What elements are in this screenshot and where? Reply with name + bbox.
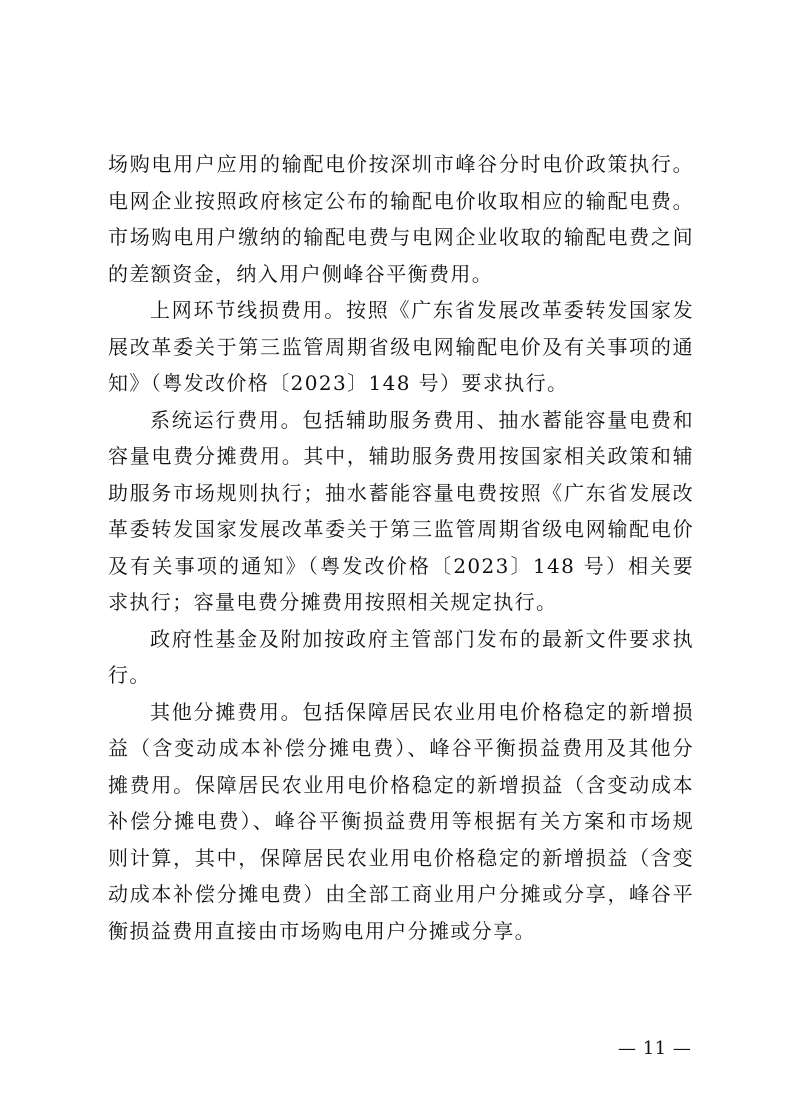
paragraph-government-fund: 政府性基金及附加按政府主管部门发布的最新文件要求执行。 <box>108 626 694 687</box>
paragraph-system-operation-fee: 系统运行费用。包括辅助服务费用、抽水蓄能容量电费和容量电费分摊费用。其中，辅助服务费用按国家相关政策和辅助服务市场规则执行；抽水蓄能容量电费按照《广东省发展改革委转发国家发展改革委关于第三监管周期省级电网输配电价及有关事项的通知》（粤发改价格〔2023〕148 号）相关要求执行；容量电费分摊费用按照相关规定执行。 <box>108 407 694 614</box>
paragraph-continuation: 场购电用户应用的输配电价按深圳市峰谷分时电价政策执行。电网企业按照政府核定公布的输配电价收取相应的输配电费。市场购电用户缴纳的输配电费与电网企业收取的输配电费之间的差额资金，纳入用户侧峰谷平衡费用。 <box>108 152 694 286</box>
paragraph-other-allocation-fee: 其他分摊费用。包括保障居民农业用电价格稳定的新增损益（含变动成本补偿分摊电费）、峰谷平衡损益费用及其他分摊费用。保障居民农业用电价格稳定的新增损益（含变动成本补偿分摊电费）、峰谷平衡损益费用等根据有关方案和市场规则计算，其中，保障居民农业用电价格稳定的新增损益（含变动成本补偿分摊电费）由全部工商业用户分摊或分享，峰谷平衡损益费用直接由市场购电用户分摊或分享。 <box>108 699 694 943</box>
body-text <box>108 146 694 949</box>
page-number: — 11 — <box>618 1038 692 1059</box>
paragraph-line-loss-fee: 上网环节线损费用。按照《广东省发展改革委转发国家发展改革委关于第三监管周期省级电网输配电价及有关事项的通知》（粤发改价格〔2023〕148 号）要求执行。 <box>108 298 694 395</box>
